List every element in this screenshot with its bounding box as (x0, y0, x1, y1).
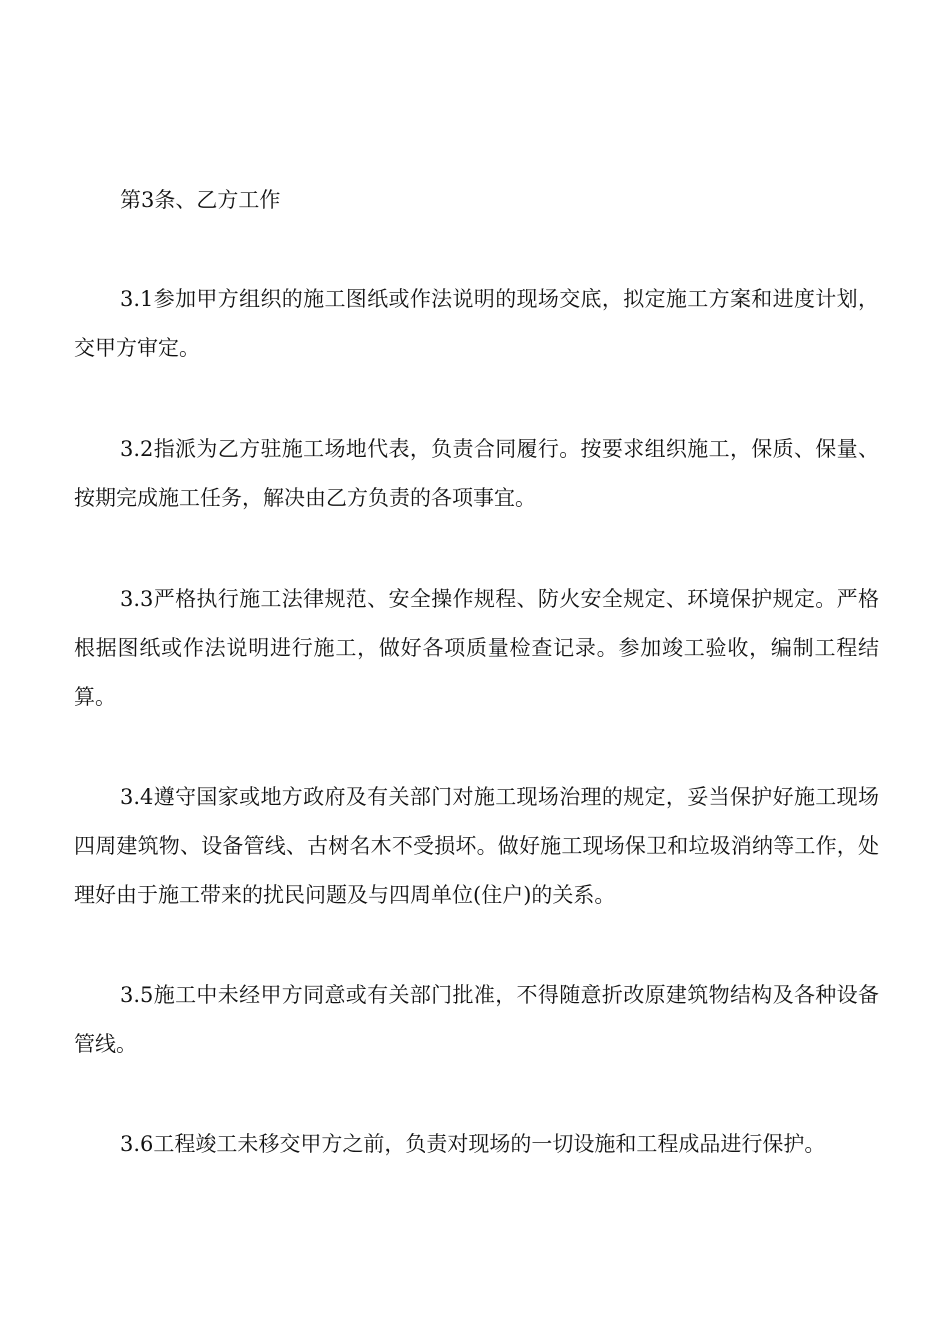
clause-3-3: 3.3严格执行施工法律规范、安全操作规程、防火安全规定、环境保护规定。严格根据图纸或作法说明进行施工，做好各项质量检查记录。参加竣工验收，编制工程结算。 (74, 587, 879, 709)
clause-3-6: 3.6工程竣工未移交甲方之前，负责对现场的一切设施和工程成品进行保护。 (120, 1132, 826, 1156)
clause-3-1: 3.1参加甲方组织的施工图纸或作法说明的现场交底，拟定施工方案和进度计划，交甲方审定。 (74, 287, 879, 360)
section-heading: 第3条、乙方工作 (120, 188, 281, 212)
clause-3-2: 3.2指派为乙方驻施工场地代表，负责合同履行。按要求组织施工，保质、保量、按期完成施工任务，解决由乙方负责的各项事宜。 (74, 437, 879, 510)
clause-3-5: 3.5施工中未经甲方同意或有关部门批准，不得随意折改原建筑物结构及各种设备管线。 (74, 983, 879, 1056)
clause-3-4: 3.4遵守国家或地方政府及有关部门对施工现场治理的规定，妥当保护好施工现场四周建筑物、设备管线、古树名木不受损坏。做好施工现场保卫和垃圾消纳等工作，处理好由于施工带来的扰民问题及与四周单位(住户)的关系。 (74, 785, 879, 907)
